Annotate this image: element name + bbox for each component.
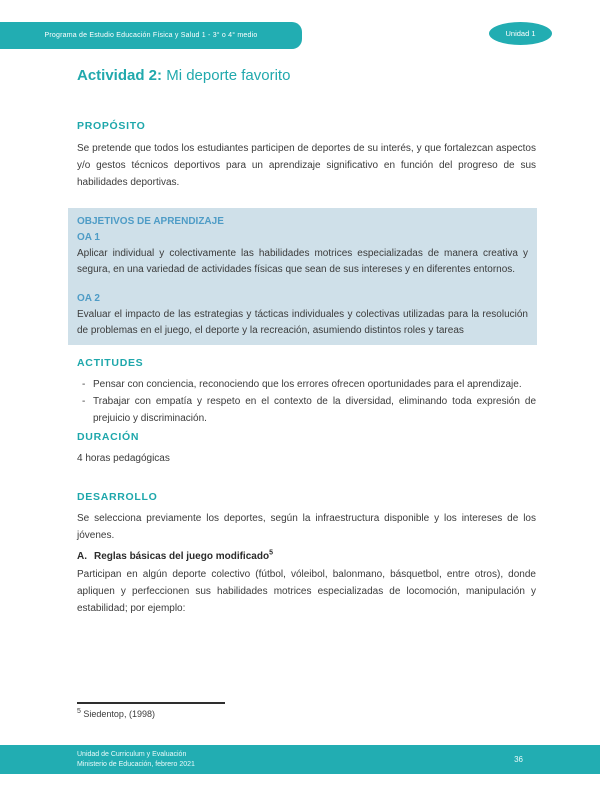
oa2-body: Evaluar el impacto de las estrategias y tácticas individuales y colectivas utilizadas para la resolución de problemas en el juego, el deporte y la recreación, asumiendo distintos roles y tareas xyxy=(77,309,528,336)
page-number: 36 xyxy=(514,755,523,764)
unit-badge xyxy=(489,22,552,45)
oa1-label: OA 1 xyxy=(77,232,100,243)
actitudes-bullet: - Trabajar con empatía y respeto en el contexto de la diversidad, eliminando toda expresión de prejuicio y discriminación. xyxy=(77,393,536,427)
duracion-heading: DURACIÓN xyxy=(77,431,140,443)
activity-title-prefix: Actividad 2: xyxy=(77,67,163,84)
unit-badge-label: Unidad 1 xyxy=(505,29,536,38)
footer-credits xyxy=(77,750,195,770)
header-program-bar xyxy=(0,22,302,49)
footer-line1: Unidad de Curriculum y Evaluación xyxy=(77,750,187,758)
actitudes-bullet: - Pensar con conciencia, reconociendo que los errores ofrecen oportunidades para el aprendizaje. xyxy=(77,376,536,393)
oa2-label: OA 2 xyxy=(77,293,100,304)
desarrollo-heading: DESARROLLO xyxy=(77,491,158,503)
section-a-heading xyxy=(77,550,536,564)
activity-title xyxy=(77,66,536,86)
footer-line2: Ministerio de Educación, febrero 2021 xyxy=(77,760,195,768)
footnote-separator xyxy=(77,702,225,704)
desarrollo-intro: Se selecciona previamente los deportes, según la infraestructura disponible y los intereses de los jóvenes. xyxy=(77,513,536,541)
duracion-value: 4 horas pedagógicas xyxy=(77,453,170,464)
objetivos-heading: OBJETIVOS DE APRENDIZAJE xyxy=(77,216,224,227)
footnote-citation: Siedentop, (1998) xyxy=(80,709,155,719)
content-column xyxy=(77,66,536,617)
oa1-body: Aplicar individual y colectivamente las habilidades motrices especializadas de manera creativa y segura, en una variedad de actividades físicas que sean de sus intereses y en diferentes entornos. xyxy=(77,248,528,275)
section-a-footnote-ref: 5 xyxy=(269,549,273,557)
section-a-label: A. xyxy=(77,551,87,562)
footer-bar xyxy=(0,745,600,774)
footnote-text xyxy=(77,709,377,719)
proposito-heading: PROPÓSITO xyxy=(77,120,146,132)
objetivos-box xyxy=(68,208,537,345)
footnote-marker: 5 xyxy=(77,708,81,715)
section-a-body: Participan en algún deporte colectivo (fútbol, vóleibol, balonmano, básquetbol, entre otros), donde apliquen y perfeccionen sus habilidades motrices especializadas de locomoción, manipulación y estabilidad; por ejemplo: xyxy=(77,569,536,614)
footnote-area xyxy=(77,702,377,719)
actitudes-list xyxy=(77,376,536,427)
header-program-label: Programa de Estudio Educación Física y Salud 1 - 3° o 4° medio xyxy=(44,32,258,39)
proposito-paragraph: Se pretende que todos los estudiantes participen de deportes de su interés, y que fortalezcan aspectos y/o gestos técnicos deportivos para un aprendizaje significativo en función del progreso de sus habilidades deportivas. xyxy=(77,143,536,188)
section-a-title: Reglas básicas del juego modificado xyxy=(94,551,270,562)
actitudes-heading: ACTITUDES xyxy=(77,357,144,369)
activity-title-rest: Mi deporte favorito xyxy=(162,67,291,84)
